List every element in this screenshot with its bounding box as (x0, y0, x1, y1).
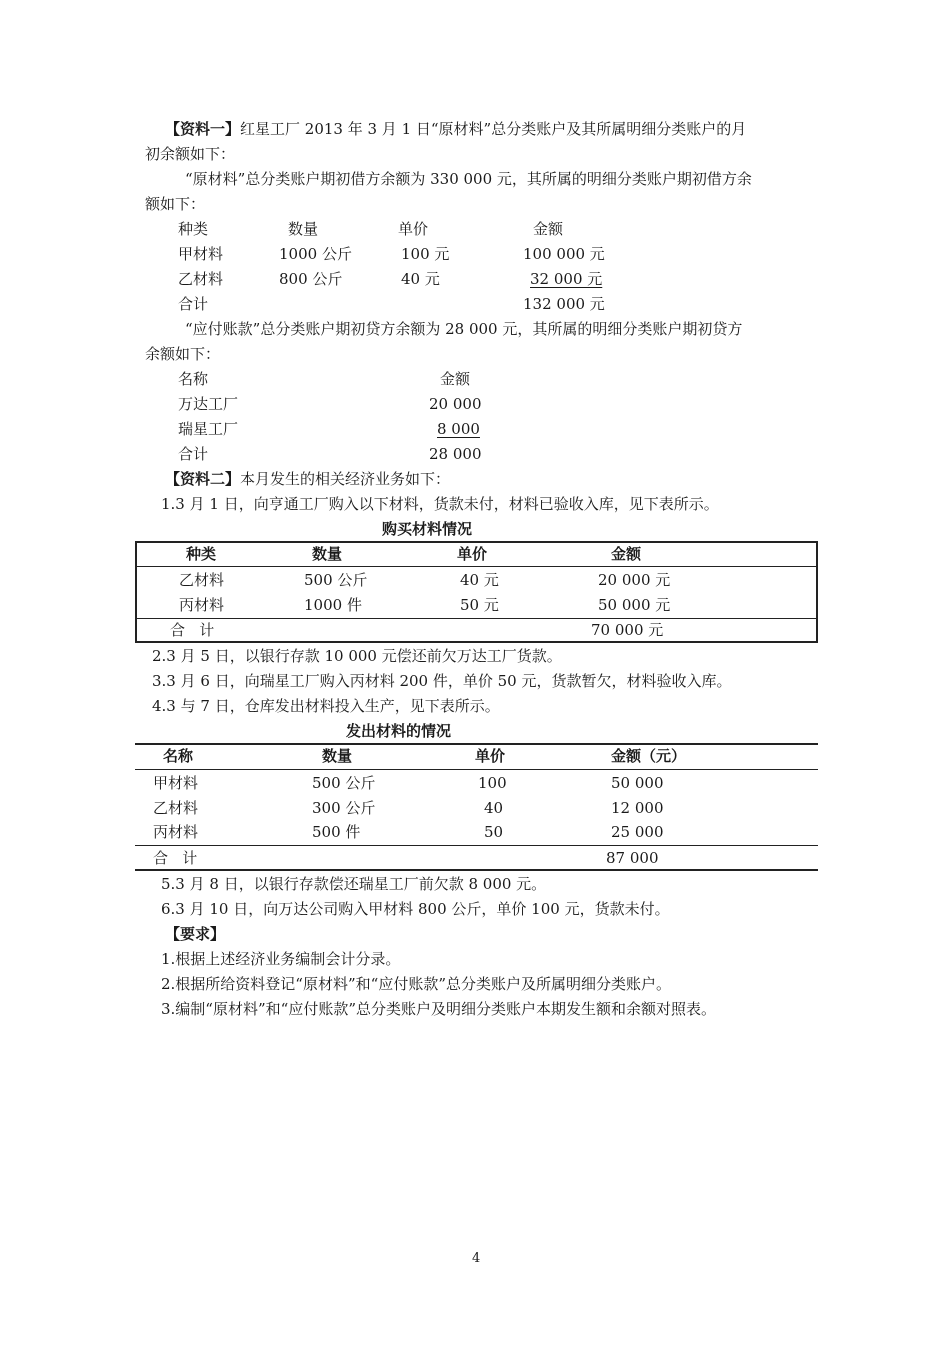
requirement-1: 1.根据上述经济业务编制会计分录。 (161, 950, 401, 968)
purchase-total-label: 合 计 (170, 621, 215, 639)
purchase-total-amount: 70 000 元 (591, 621, 664, 639)
raw-row2-amount: 32 000 元 (530, 270, 603, 288)
issue-table-top-rule (135, 743, 818, 745)
purchase-row1-price: 40 元 (460, 571, 499, 589)
material1-intro-line1: 【资料一】红星工厂 2013 年 3 月 1 日“原材料”总分类账户及其所属明细分类账户的月 (165, 120, 747, 138)
ap-row2-amount: 8 000 (437, 420, 480, 438)
ap-row2-name: 瑞星工厂 (178, 420, 239, 438)
purchase-total-divider (135, 618, 818, 619)
purchase-header-qty: 数量 (312, 545, 343, 563)
issue-row2-price: 40 (484, 799, 504, 817)
raw-material-line2: 额如下： (145, 195, 206, 213)
purchase-header-amount: 金额 (611, 545, 642, 563)
requirements-tag: 【要求】 (165, 925, 226, 943)
purchase-row2-qty: 1000 件 (304, 596, 362, 614)
purchase-header-price: 单价 (457, 545, 488, 563)
raw-header-qty: 数量 (288, 220, 319, 238)
raw-row1-amount: 100 000 元 (523, 245, 605, 263)
material1-intro-line2: 初余额如下： (145, 145, 236, 163)
ap-header-name: 名称 (178, 370, 209, 388)
ap-row1-name: 万达工厂 (178, 395, 239, 413)
issue-row3-amount: 25 000 (611, 823, 664, 841)
business-item-2: 2.3 月 5 日，以银行存款 10 000 元偿还前欠万达工厂货款。 (152, 647, 562, 665)
material1-tag: 【资料一】 (165, 120, 241, 138)
raw-header-amount: 金额 (533, 220, 564, 238)
raw-total-label: 合计 (178, 295, 209, 313)
purchase-row2-amount: 50 000 元 (598, 596, 671, 614)
purchase-row1-type: 乙材料 (179, 571, 225, 589)
ap-header-amount: 金额 (440, 370, 471, 388)
purchase-header-type: 种类 (186, 545, 217, 563)
issue-row1-name: 甲材料 (153, 774, 199, 792)
purchase-row1-amount: 20 000 元 (598, 571, 671, 589)
raw-row1-qty: 1000 公斤 (279, 245, 352, 263)
issue-table-bottom-rule (135, 869, 818, 871)
issue-header-price: 单价 (475, 747, 506, 765)
business-item-6: 6.3 月 10 日，向万达公司购入甲材料 800 公斤，单价 100 元，货款未付。 (161, 900, 670, 918)
issue-row2-name: 乙材料 (153, 799, 199, 817)
business-item-4: 4.3 与 7 日，仓库发出材料投入生产，见下表所示。 (152, 697, 500, 715)
page-number: 4 (472, 1251, 481, 1266)
issue-total-amount: 87 000 (606, 849, 659, 867)
issue-row3-qty: 500 件 (312, 823, 361, 841)
issue-total-label: 合 计 (153, 849, 198, 867)
raw-header-price: 单价 (398, 220, 429, 238)
raw-total-amount: 132 000 元 (523, 295, 605, 313)
raw-row2-qty: 800 公斤 (279, 270, 343, 288)
ap-row1-amount: 20 000 (429, 395, 482, 413)
raw-header-type: 种类 (178, 220, 209, 238)
issue-row1-qty: 500 公斤 (312, 774, 376, 792)
issue-row2-amount: 12 000 (611, 799, 664, 817)
issue-row2-qty: 300 公斤 (312, 799, 376, 817)
raw-material-line1: “原材料”总分类账户期初借方余额为 330 000 元，其所属的明细分类账户期初借方余 (185, 170, 752, 188)
purchase-table-title: 购买材料情况 (382, 520, 473, 538)
ap-total-amount: 28 000 (429, 445, 482, 463)
purchase-row1-qty: 500 公斤 (304, 571, 368, 589)
issue-total-rule (135, 845, 818, 846)
raw-row2-type: 乙材料 (178, 270, 224, 288)
issue-row1-amount: 50 000 (611, 774, 664, 792)
business-item-3: 3.3 月 6 日，向瑞星工厂购入丙材料 200 件，单价 50 元，货款暂欠，材料验收入库。 (152, 672, 732, 690)
ap-total-label: 合计 (178, 445, 209, 463)
issue-row1-price: 100 (478, 774, 507, 792)
issue-table-title: 发出材料的情况 (346, 722, 452, 740)
purchase-row2-type: 丙材料 (179, 596, 225, 614)
ap-line1: “应付账款”总分类账户期初贷方余额为 28 000 元，其所属的明细分类账户期初贷方 (185, 320, 743, 338)
issue-row3-price: 50 (484, 823, 504, 841)
business-item-1: 1.3 月 1 日，向亨通工厂购入以下材料，货款未付，材料已验收入库，见下表所示。 (161, 495, 719, 513)
material2-tag: 【资料二】 (165, 470, 241, 488)
raw-row2-price: 40 元 (401, 270, 440, 288)
purchase-header-divider (135, 566, 818, 567)
purchase-row2-price: 50 元 (460, 596, 499, 614)
requirement-3: 3.编制“原材料”和“应付账款”总分类账户及明细分类账户本期发生额和余额对照表。 (161, 1000, 716, 1018)
issue-header-rule (135, 769, 818, 770)
issue-header-qty: 数量 (322, 747, 353, 765)
issue-header-name: 名称 (163, 747, 194, 765)
issue-row3-name: 丙材料 (153, 823, 199, 841)
business-item-5: 5.3 月 8 日，以银行存款偿还瑞星工厂前欠款 8 000 元。 (161, 875, 547, 893)
material2-intro: 【资料二】本月发生的相关经济业务如下： (165, 470, 451, 488)
raw-row1-price: 100 元 (401, 245, 450, 263)
raw-row1-type: 甲材料 (178, 245, 224, 263)
issue-header-amount: 金额（元） (611, 747, 687, 765)
ap-line2: 余额如下： (145, 345, 221, 363)
requirement-2: 2.根据所给资料登记“原材料”和“应付账款”总分类账户及所属明细分类账户。 (161, 975, 671, 993)
